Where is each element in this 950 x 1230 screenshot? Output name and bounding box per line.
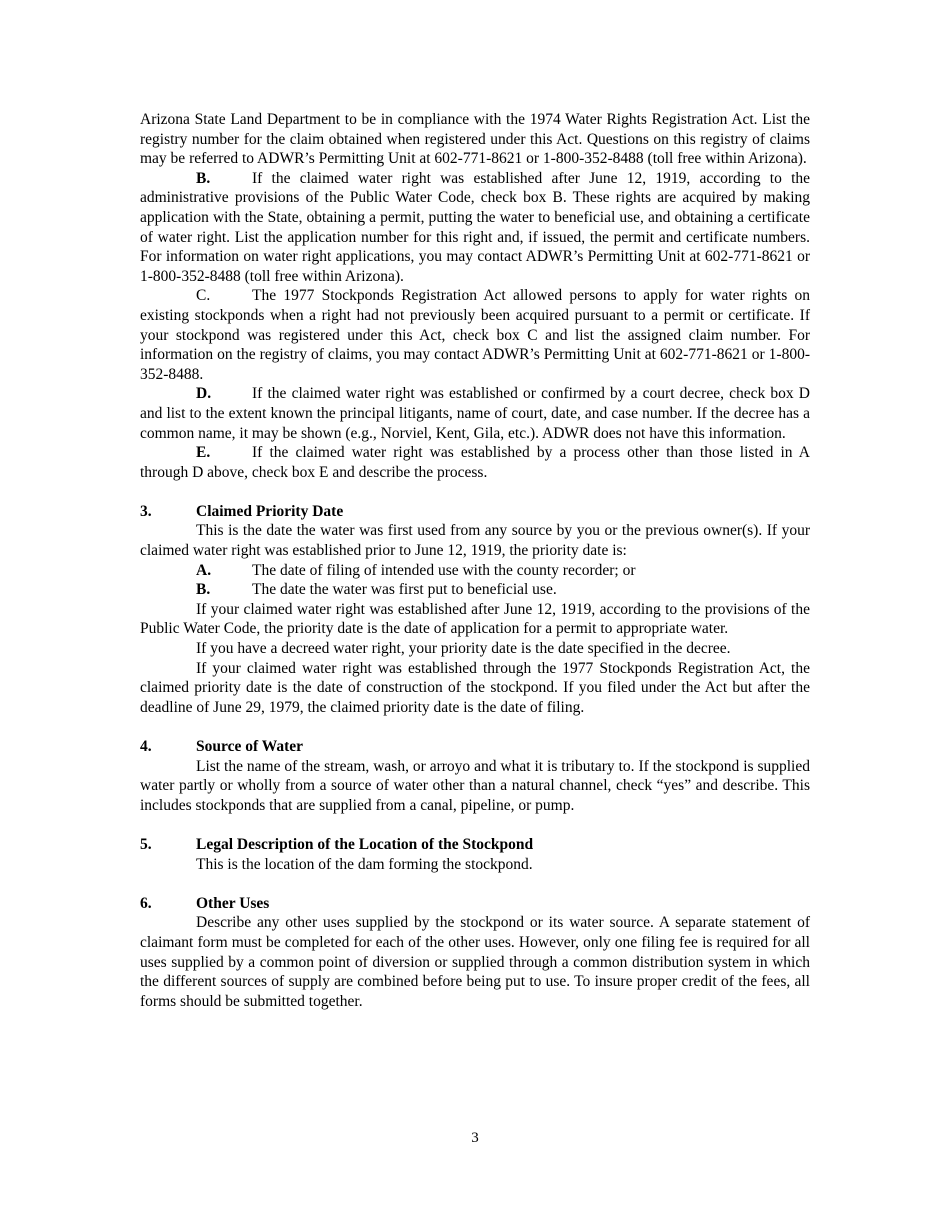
- section-number: 4.: [140, 738, 152, 755]
- section3-paragraph: If your claimed water right was established through the 1977 Stockponds Registration Act, the claimed priority date is the date of construction of the stockpond. If you filed under the Act but after the deadline of June 29, 1979, the claimed priority date is the date of filing.: [140, 659, 810, 716]
- item-label: A.: [196, 561, 212, 579]
- section-number: 3.: [140, 502, 152, 520]
- item-label: E.: [196, 444, 211, 462]
- section3-paragraph: If you have a decreed water right, your priority date is the date specified in the decree.: [196, 640, 731, 658]
- section3-item-b: [196, 580, 810, 600]
- document-body: [140, 110, 810, 1011]
- section3-paragraph: If your claimed water right was established after June 12, 1919, according to the provisions of the Public Water Code, the priority date is the date of application for a permit to appropriate water.: [140, 600, 810, 638]
- section2-item-b: [140, 169, 810, 287]
- section-number: 5.: [140, 835, 152, 853]
- item-text: If the claimed water right was established or confirmed by a court decree, check box D and list to the extent known the principal litigants, name of court, date, and case number. If the decree has a common name, it may be shown (e.g., Norviel, Kent, Gila, etc.). ADWR does not have this information.: [140, 385, 810, 442]
- section2-item-e: [140, 443, 810, 482]
- item-text: The date of filing of intended use with the county recorder; or: [252, 561, 636, 579]
- section-title: Claimed Priority Date: [196, 502, 344, 520]
- section-title: Legal Description of the Location of the Stockpond: [196, 835, 534, 853]
- item-text: The date the water was first put to beneficial use.: [252, 581, 557, 599]
- section4-heading: [140, 737, 810, 757]
- item-text: If the claimed water right was established by a process other than those listed in A through D above, check box E and describe the process.: [140, 444, 810, 481]
- section-number: 6.: [140, 894, 152, 912]
- section6-paragraph: Describe any other uses supplied by the stockpond or its water source. A separate statement of claimant form must be completed for each of the other uses. However, only one filing fee is required for all uses supplied by a common point of diversion or supplied through a common distribution system in which the different sources of supply are combined before being put to use. To insure proper credit of the fees, all forms should be submitted together.: [140, 914, 810, 1010]
- section2-item-d: [140, 384, 810, 443]
- item-label: C.: [196, 287, 211, 305]
- section6-heading: [140, 894, 810, 914]
- section4-paragraph: List the name of the stream, wash, or arroyo and what it is tributary to. If the stockpond is supplied water partly or wholly from a source of water other than a natural channel, check “yes” and describe. This includes stockponds that are supplied from a canal, pipeline, or pump.: [140, 757, 810, 814]
- page-number: 3: [471, 1130, 479, 1146]
- item-label: B.: [196, 169, 211, 187]
- item-label: D.: [196, 385, 212, 403]
- section3-heading: [140, 502, 810, 522]
- intro-paragraph: Arizona State Land Department to be in compliance with the 1974 Water Rights Registration Act. List the registry number for the claim obtained when registered under this Act. Questions on this registry of claims may be referred to ADWR’s Permitting Unit at 602-771-8621 or 1-800-352-8488 (toll free within Arizona).: [140, 111, 810, 168]
- section2-item-c: [140, 286, 810, 384]
- item-text: The 1977 Stockponds Registration Act allowed persons to apply for water rights on existing stockponds when a right had not previously been acquired pursuant to a permit or certificate. If your stockpond was registered under this Act, check box C and list the assigned claim number. For information on the registry of claims, you may contact ADWR’s Permitting Unit at 602-771-8621 or 1-800-352-8488.: [140, 287, 810, 383]
- section3-item-a: [196, 561, 810, 581]
- section3-paragraph: This is the date the water was first used from any source by you or the previous owner(s). If your claimed water right was established prior to June 12, 1919, the priority date is:: [140, 522, 810, 560]
- section-title: Other Uses: [196, 894, 270, 912]
- section-title: Source of Water: [196, 738, 304, 755]
- item-label: B.: [196, 581, 211, 599]
- section5-paragraph: This is the location of the dam forming the stockpond.: [196, 855, 533, 873]
- item-text: If the claimed water right was established after June 12, 1919, according to the administrative provisions of the Public Water Code, check box B. These rights are acquired by making application with the State, obtaining a permit, putting the water to beneficial use, and obtaining a certificate of water right. List the application number for this right and, if issued, the permit and certificate numbers. For information on water right applications, you may contact ADWR’s Permitting Unit at 602-771-8621 or 1-800-352-8488 (toll free within Arizona).: [140, 169, 810, 285]
- section5-heading: [140, 835, 810, 855]
